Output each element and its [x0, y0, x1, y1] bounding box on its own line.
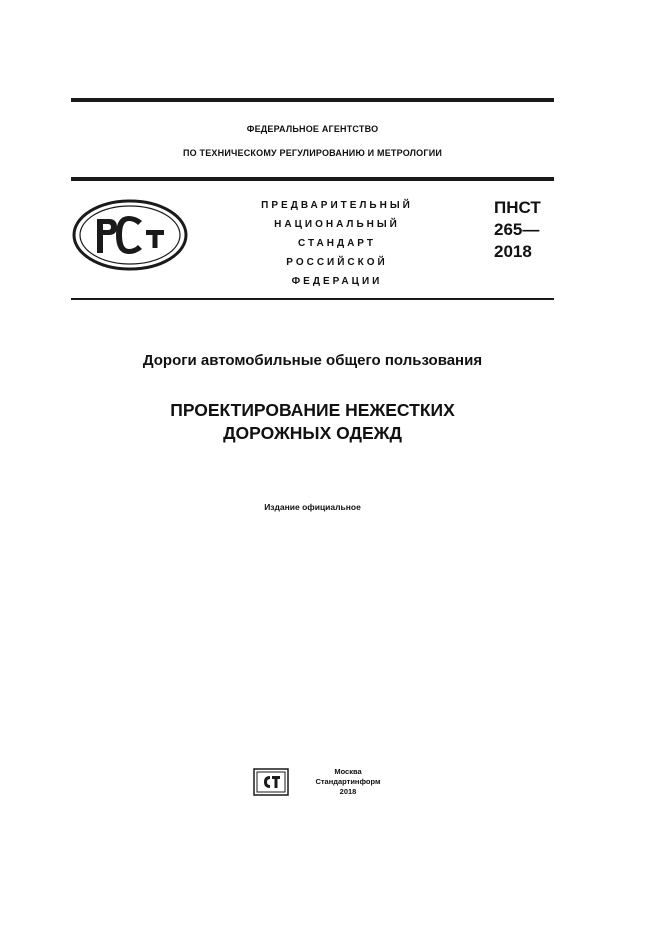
standard-type-line: ПРЕДВАРИТЕЛЬНЫЙ: [261, 200, 413, 211]
publisher-year: 2018: [339, 787, 357, 796]
standard-code-number: 265—: [494, 220, 540, 239]
agency-name-line2: ПО ТЕХНИЧЕСКОМУ РЕГУЛИРОВАНИЮ И МЕТРОЛОГИИ: [182, 148, 443, 158]
standard-type-line: РОССИЙСКОЙ: [286, 257, 388, 268]
agency-name-line1: ФЕДЕРАЛЬНОЕ АГЕНТСТВО: [246, 124, 379, 134]
standard-type-line: НАЦИОНАЛЬНЫЙ: [274, 219, 400, 230]
publisher-name: Стандартинформ: [315, 777, 381, 786]
standard-block-bottom-rule: [71, 298, 554, 300]
standard-type-line: ФЕДЕРАЦИИ: [291, 276, 383, 287]
document-title-line1: ПРОЕКТИРОВАНИЕ НЕЖЕСТКИХ: [170, 400, 455, 420]
edition-note: Издание официальное: [264, 502, 361, 512]
standard-code-year: 2018: [494, 242, 532, 261]
standard-type: [232, 196, 442, 291]
publisher-info: [292, 767, 404, 797]
document-subject: Дороги автомобильные общего пользования: [142, 352, 483, 369]
top-rule: [71, 98, 554, 102]
document-title: [71, 399, 554, 445]
standard-code-prefix: ПНСТ: [494, 198, 541, 217]
standard-type-line: СТАНДАРТ: [298, 238, 376, 249]
standard-block-top-rule: [71, 177, 554, 181]
standard-code: [494, 197, 541, 263]
gost-logo-icon: [72, 199, 188, 271]
publisher-city: Москва: [334, 767, 362, 776]
standartinform-logo-icon: [253, 768, 289, 796]
document-title-line2: ДОРОЖНЫХ ОДЕЖД: [223, 423, 402, 443]
